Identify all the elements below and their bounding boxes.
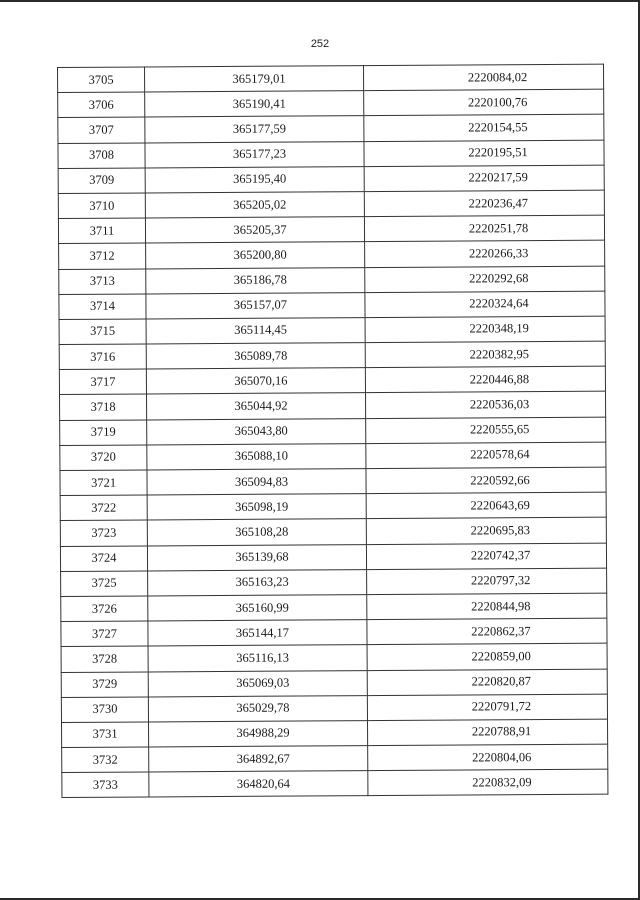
table-row [58, 140, 604, 169]
point-number-cell: 3727 [61, 621, 148, 647]
point-number-cell: 3717 [59, 369, 146, 395]
x-coordinate-cell: 365114,45 [146, 317, 365, 344]
table-row [60, 392, 606, 421]
table-row [58, 215, 604, 244]
point-number-cell: 3728 [61, 646, 148, 672]
table-row [58, 115, 604, 144]
x-coordinate-cell: 365205,37 [145, 217, 364, 244]
y-coordinate-cell: 2220382,95 [365, 341, 605, 368]
point-number-cell: 3724 [60, 546, 147, 572]
point-number-cell: 3719 [60, 420, 147, 446]
table-row [61, 593, 607, 622]
y-coordinate-cell: 2220236,47 [364, 190, 604, 217]
x-coordinate-cell: 365044,92 [147, 393, 366, 420]
point-number-cell: 3714 [59, 294, 146, 320]
y-coordinate-cell: 2220820,87 [367, 669, 607, 696]
table-row [59, 366, 605, 395]
table-row [62, 769, 608, 798]
y-coordinate-cell: 2220446,88 [365, 366, 605, 393]
table-row [62, 744, 608, 773]
x-coordinate-cell: 365029,78 [148, 695, 367, 722]
point-number-cell: 3720 [60, 445, 147, 471]
x-coordinate-cell: 365190,41 [145, 91, 364, 118]
table-row [60, 442, 606, 471]
point-number-cell: 3707 [58, 117, 145, 143]
table-row [59, 291, 605, 320]
x-coordinate-cell: 365179,01 [145, 66, 364, 93]
point-number-cell: 3723 [60, 520, 147, 546]
point-number-cell: 3709 [58, 168, 145, 194]
y-coordinate-cell: 2220348,19 [365, 316, 605, 343]
table-row [58, 89, 604, 118]
y-coordinate-cell: 2220862,37 [367, 618, 607, 645]
x-coordinate-cell: 365160,99 [148, 595, 367, 622]
y-coordinate-cell: 2220844,98 [367, 593, 607, 620]
table-row [60, 492, 606, 521]
y-coordinate-cell: 2220195,51 [364, 140, 604, 167]
x-coordinate-cell: 364820,64 [149, 771, 368, 798]
x-coordinate-cell: 365177,59 [145, 116, 364, 143]
table-row [60, 417, 606, 446]
table-row [59, 316, 605, 345]
point-number-cell: 3706 [58, 92, 145, 118]
point-number-cell: 3716 [59, 344, 146, 370]
y-coordinate-cell: 2220791,72 [367, 694, 607, 721]
x-coordinate-cell: 364892,67 [149, 746, 368, 773]
coordinates-table [57, 64, 608, 799]
table-row [58, 64, 604, 93]
point-number-cell: 3718 [60, 394, 147, 420]
y-coordinate-cell: 2220742,37 [366, 543, 606, 570]
x-coordinate-cell: 365070,16 [146, 368, 365, 395]
x-coordinate-cell: 365163,23 [148, 569, 367, 596]
point-number-cell: 3732 [62, 747, 149, 773]
point-number-cell: 3729 [61, 671, 148, 697]
point-number-cell: 3715 [59, 319, 146, 345]
x-coordinate-cell: 365089,78 [146, 343, 365, 370]
point-number-cell: 3722 [60, 495, 147, 521]
y-coordinate-cell: 2220251,78 [364, 215, 604, 242]
table-row [61, 669, 607, 698]
page-number: 252 [310, 38, 330, 50]
y-coordinate-cell: 2220084,02 [363, 64, 603, 91]
y-coordinate-cell: 2220555,65 [366, 417, 606, 444]
x-coordinate-cell: 365177,23 [145, 141, 364, 168]
x-coordinate-cell: 364988,29 [149, 720, 368, 747]
x-coordinate-cell: 365069,03 [148, 670, 367, 697]
x-coordinate-cell: 365144,17 [148, 620, 367, 647]
y-coordinate-cell: 2220859,00 [367, 643, 607, 670]
point-number-cell: 3721 [60, 470, 147, 496]
x-coordinate-cell: 365088,10 [147, 443, 366, 470]
y-coordinate-cell: 2220154,55 [364, 115, 604, 142]
y-coordinate-cell: 2220266,33 [365, 240, 605, 267]
table-row [61, 568, 607, 597]
x-coordinate-cell: 365098,19 [147, 494, 366, 521]
table-row [59, 266, 605, 295]
table-row [61, 694, 607, 723]
y-coordinate-cell: 2220695,83 [366, 518, 606, 545]
point-number-cell: 3712 [59, 243, 146, 269]
x-coordinate-cell: 365043,80 [147, 418, 366, 445]
y-coordinate-cell: 2220832,09 [368, 769, 608, 796]
point-number-cell: 3713 [59, 268, 146, 294]
x-coordinate-cell: 365200,80 [146, 242, 365, 269]
table-row [61, 618, 607, 647]
y-coordinate-cell: 2220578,64 [366, 442, 606, 469]
x-coordinate-cell: 365094,83 [147, 469, 366, 496]
table-row [60, 518, 606, 547]
y-coordinate-cell: 2220100,76 [364, 89, 604, 116]
point-number-cell: 3731 [62, 722, 149, 748]
table-row [60, 543, 606, 572]
x-coordinate-cell: 365108,28 [147, 519, 366, 546]
point-number-cell: 3711 [58, 218, 145, 244]
y-coordinate-cell: 2220292,68 [365, 266, 605, 293]
point-number-cell: 3710 [58, 193, 145, 219]
x-coordinate-cell: 365157,07 [146, 292, 365, 319]
y-coordinate-cell: 2220324,64 [365, 291, 605, 318]
table-row [61, 643, 607, 672]
x-coordinate-cell: 365116,13 [148, 645, 367, 672]
coordinates-table-body [58, 64, 608, 798]
y-coordinate-cell: 2220217,59 [364, 165, 604, 192]
point-number-cell: 3708 [58, 143, 145, 169]
y-coordinate-cell: 2220592,66 [366, 467, 606, 494]
x-coordinate-cell: 365195,40 [145, 166, 364, 193]
table-row [59, 341, 605, 370]
y-coordinate-cell: 2220804,06 [368, 744, 608, 771]
x-coordinate-cell: 365186,78 [146, 267, 365, 294]
table-row [60, 467, 606, 496]
y-coordinate-cell: 2220536,03 [365, 392, 605, 419]
table-row [58, 165, 604, 194]
point-number-cell: 3733 [62, 772, 149, 798]
point-number-cell: 3725 [61, 571, 148, 597]
point-number-cell: 3705 [58, 67, 145, 93]
x-coordinate-cell: 365205,02 [145, 192, 364, 219]
table-row [59, 240, 605, 269]
point-number-cell: 3726 [61, 596, 148, 622]
y-coordinate-cell: 2220797,32 [367, 568, 607, 595]
x-coordinate-cell: 365139,68 [147, 544, 366, 571]
table-row [62, 719, 608, 748]
point-number-cell: 3730 [61, 697, 148, 723]
y-coordinate-cell: 2220788,91 [367, 719, 607, 746]
y-coordinate-cell: 2220643,69 [366, 492, 606, 519]
table-row [58, 190, 604, 219]
